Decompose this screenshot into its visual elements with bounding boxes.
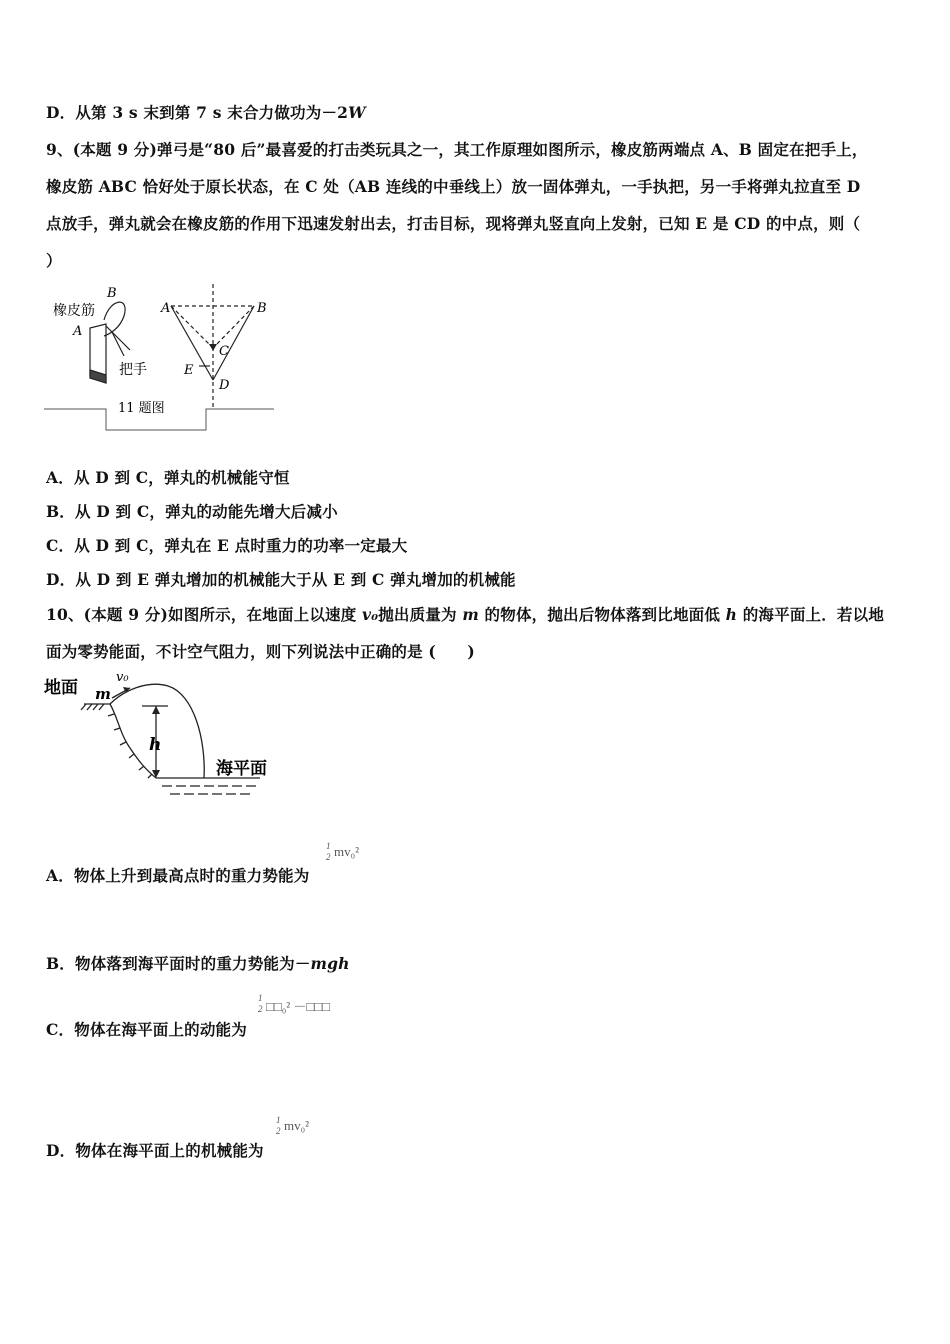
- option-label: A．: [46, 468, 74, 487]
- q8-option-d: [46, 101, 366, 123]
- option-label: D．: [46, 570, 76, 589]
- height-arrow-up: [152, 706, 160, 714]
- option-label: C．: [46, 536, 75, 555]
- q9-option-b: [46, 500, 338, 522]
- figure-caption: 11 题图: [118, 401, 165, 416]
- formula-text: mv₀²: [334, 844, 360, 859]
- frac-bot: 2: [276, 1126, 281, 1136]
- point-e: E: [184, 363, 194, 378]
- handle-point-a: A: [73, 324, 83, 339]
- point-c: C: [219, 344, 229, 359]
- question-text: 弹弓是“80 后”最喜爱的打击类玩具之一，其工作原理如图所示，橡皮筋两端点 A、B 固定在把手上，: [157, 140, 868, 159]
- q9-stem-line4: ）: [46, 251, 62, 270]
- height-symbol: h: [725, 605, 738, 624]
- option-label: A．: [46, 866, 74, 885]
- option-text: 物体上升到最高点时的重力势能为: [73, 866, 310, 885]
- option-text: 从 D 到 E 弹丸增加的机械能大于从 E 到 C 弹丸增加的机械能: [75, 570, 516, 589]
- label-ground: 地面: [44, 678, 78, 698]
- option-text: 从 D 到 C，弹丸的动能先增大后减小: [75, 502, 338, 521]
- work-symbol: W: [348, 103, 366, 122]
- velocity-symbol: v₀: [362, 605, 379, 624]
- frac-top: 1: [258, 993, 263, 1003]
- formula-text: mv₀²: [284, 1118, 310, 1133]
- option-label: C．: [46, 1020, 75, 1039]
- slingshot-figure: [44, 282, 276, 434]
- frac-bot: 2: [326, 852, 331, 862]
- formula-text: □□₀² －□□□: [266, 999, 330, 1014]
- arrow-head-c: [209, 344, 217, 351]
- q9-option-d: [46, 568, 516, 590]
- option-text: 从 D 到 C，弹丸在 E 点时重力的功率一定最大: [74, 536, 408, 555]
- option-text: 从 D 到 C，弹丸的机械能守恒: [73, 468, 290, 487]
- point-a: A: [161, 301, 171, 316]
- option-label: D．: [46, 103, 76, 122]
- question-number: 9、: [46, 140, 73, 159]
- q9-option-c: [46, 534, 407, 556]
- cliff-figure: [44, 668, 284, 806]
- question-tag: (本题 9 分): [72, 140, 158, 159]
- label-sea-level: 海平面: [216, 759, 267, 779]
- label-height: h: [149, 735, 162, 755]
- label-mass: m: [95, 685, 111, 703]
- label-velocity: v₀: [116, 670, 129, 685]
- mass-symbol: m: [462, 605, 479, 624]
- q10-option-b: [46, 952, 350, 974]
- q9-option-a: [46, 466, 290, 488]
- point-d: D: [219, 378, 230, 393]
- frac-bot: 2: [258, 1004, 263, 1014]
- option-text: 物体在海平面上的机械能为: [75, 1141, 264, 1160]
- question-text: 抛出质量为: [378, 605, 463, 624]
- q10-option-a: [46, 864, 309, 886]
- q10-option-c: [46, 1018, 247, 1040]
- height-arrow-down: [152, 770, 160, 778]
- frac-top: 1: [276, 1115, 281, 1125]
- handle-point-b: B: [107, 286, 117, 301]
- question-number: 10、: [46, 605, 84, 624]
- point-b: B: [257, 301, 267, 316]
- label-rubber-band: 橡皮筋: [53, 303, 95, 319]
- option-label: B．: [46, 502, 76, 521]
- option-label: D．: [46, 1141, 76, 1160]
- q9-stem-line2: 橡皮筋 ABC 恰好处于原长状态，在 C 处（AB 连线的中垂线上）放一固体弹丸，一手执把，另一手将弹丸拉直至 D: [46, 177, 861, 196]
- q9-stem-line3: 点放手，弹丸就会在橡皮筋的作用下迅速发射出去，打击目标，现将弹丸竖直向上发射，已知 E 是 CD 的中点，则（: [46, 214, 861, 233]
- q10-stem-line2: 面为零势能面，不计空气阻力，则下列说法中正确的是 ( ): [46, 642, 475, 661]
- option-label: B．: [46, 954, 76, 973]
- question-text: 的海平面上．若以地: [737, 605, 885, 624]
- option-text: 从第 3 s 末到第 7 s 末合力做功为－2: [75, 103, 349, 122]
- option-text: 物体落到海平面时的重力势能为－: [75, 954, 311, 973]
- label-handle: 把手: [119, 362, 147, 378]
- math-mgh: mgh: [310, 954, 350, 973]
- q10-stem-line1: [46, 603, 884, 625]
- question-text: 如图所示，在地面上以速度: [168, 605, 363, 624]
- q10-option-d: [46, 1139, 264, 1161]
- question-text: 的物体，抛出后物体落到比地面低: [478, 605, 726, 624]
- option-text: 物体在海平面上的动能为: [74, 1020, 247, 1039]
- frac-top: 1: [326, 841, 331, 851]
- q9-stem-line1: [46, 138, 868, 160]
- question-tag: (本题 9 分): [83, 605, 169, 624]
